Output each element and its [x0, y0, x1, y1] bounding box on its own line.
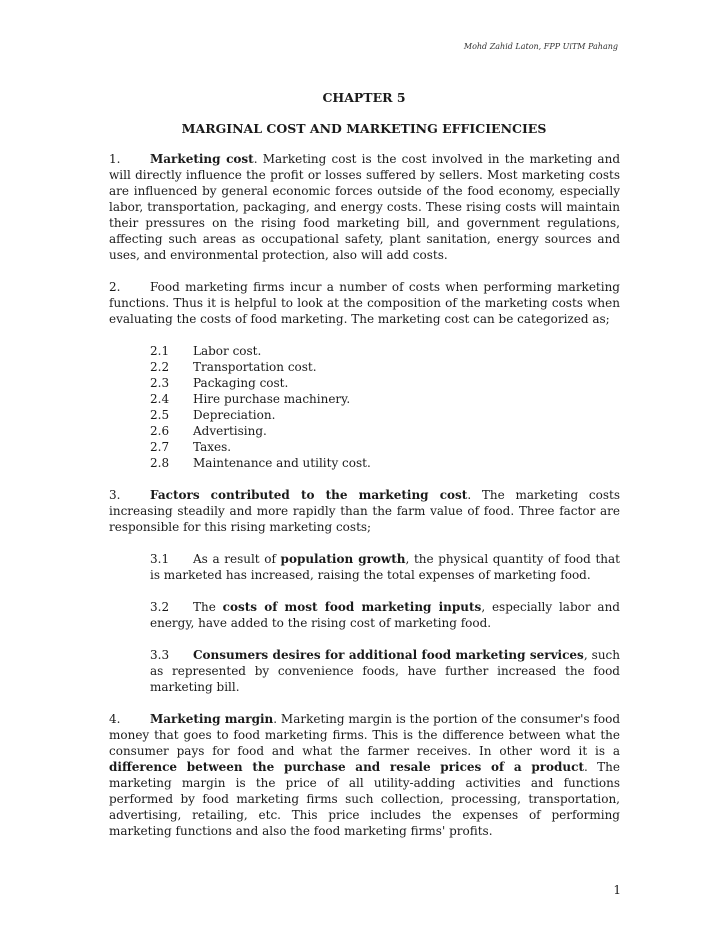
paragraph-text: Food marketing firms incur a number of costs when performing marketing functions. Thus it is helpful to look at the composition of the marketing costs when evaluating the costs of food marketing. The marketing cost can be categorized as;	[109, 280, 620, 326]
page-header: Mohd Zahid Laton, FPP UiTM Pahang	[463, 42, 618, 51]
subparagraph-number: 3.3	[150, 648, 170, 662]
list-item	[150, 407, 620, 423]
item-label: Depreciation.	[193, 408, 276, 422]
text: , such as represented by convenience foods, have further increased the food marketing bill.	[150, 648, 620, 694]
cost-category-list	[109, 343, 620, 471]
paragraph-number: 2.	[109, 280, 121, 294]
item-number: 2.2	[150, 360, 170, 374]
item-number: 2.1	[150, 344, 170, 358]
term-price-difference: difference between the purchase and resale prices of a product	[109, 760, 585, 774]
item-label: Transportation cost.	[193, 360, 317, 374]
text: The	[193, 600, 223, 614]
item-label: Taxes.	[193, 440, 232, 454]
subparagraph-3-3	[150, 647, 620, 695]
chapter-title: MARGINAL COST AND MARKETING EFFICIENCIES	[181, 121, 547, 136]
paragraph-text: . The marketing costs increasing steadily and more rapidly than the farm value of food. Three factor are responsible for this rising marketing costs;	[109, 488, 621, 534]
text: , the physical quantity of food that is marketed has increased, raising the total expenses of marketing food.	[150, 552, 620, 582]
item-number: 2.4	[150, 392, 170, 406]
item-number: 2.3	[150, 376, 170, 390]
text: , especially labor and energy, have added to the rising cost of marketing food.	[150, 600, 620, 630]
paragraph-3	[109, 487, 620, 535]
paragraph-number: 1.	[109, 152, 121, 166]
list-item	[150, 391, 620, 407]
paragraph-number: 4.	[109, 712, 121, 726]
item-number: 2.6	[150, 424, 170, 438]
list-item	[150, 343, 620, 359]
item-label: Packaging cost.	[193, 376, 289, 390]
item-label: Hire purchase machinery.	[193, 392, 351, 406]
text: . Marketing margin is the portion of the consumer's food money that goes to food marketing firms. This is the difference between what the consumer pays for food and what the farmer receives. In other word it is a	[109, 712, 620, 758]
list-item	[150, 375, 620, 391]
list-item	[150, 455, 620, 471]
item-label: Maintenance and utility cost.	[193, 456, 371, 470]
list-item	[150, 359, 620, 375]
subparagraph-3-1	[150, 551, 620, 583]
term-marketing-inputs: costs of most food marketing inputs	[222, 600, 482, 614]
subparagraph-number: 3.2	[150, 600, 170, 614]
item-number: 2.7	[150, 440, 170, 454]
term-marketing-cost: Marketing cost	[150, 152, 254, 166]
term-marketing-margin: Marketing margin	[150, 712, 274, 726]
item-number: 2.8	[150, 456, 170, 470]
paragraph-1	[109, 151, 620, 263]
paragraph-4	[109, 711, 620, 839]
text: As a result of	[193, 552, 281, 566]
paragraph-number: 3.	[109, 488, 121, 502]
term-factors: Factors contributed to the marketing cost	[150, 488, 468, 502]
term-population-growth: population growth	[280, 552, 406, 566]
subparagraph-3-2	[150, 599, 620, 631]
term-consumer-desires: Consumers desires for additional food marketing services	[193, 648, 584, 662]
text: . The marketing margin is the price of all utility-adding activities and functions performed by food marketing firms such collection, processing, transportation, advertising, retailing, etc. This price includes the expenses of performing marketing functions and also the food marketing firms' profits.	[109, 760, 621, 838]
list-item	[150, 423, 620, 439]
chapter-heading: CHAPTER 5	[322, 90, 406, 105]
subparagraph-number: 3.1	[150, 552, 170, 566]
document-body	[109, 151, 620, 855]
item-label: Advertising.	[193, 424, 267, 438]
page-number: 1	[613, 883, 621, 897]
list-item	[150, 439, 620, 455]
item-label: Labor cost.	[193, 344, 262, 358]
paragraph-2	[109, 279, 620, 327]
paragraph-text: . Marketing cost is the cost involved in the marketing and will directly influence the profit or losses suffered by sellers. Most marketing costs are influenced by general economic forces outside of the food economy, especially labor, transportation, packaging, and energy costs. These rising costs will maintain their pressures on the rising food marketing bill, and government regulations, affecting such areas as occupational safety, plant sanitation, energy sources and uses, and environmental protection, also will add costs.	[109, 152, 621, 262]
item-number: 2.5	[150, 408, 170, 422]
